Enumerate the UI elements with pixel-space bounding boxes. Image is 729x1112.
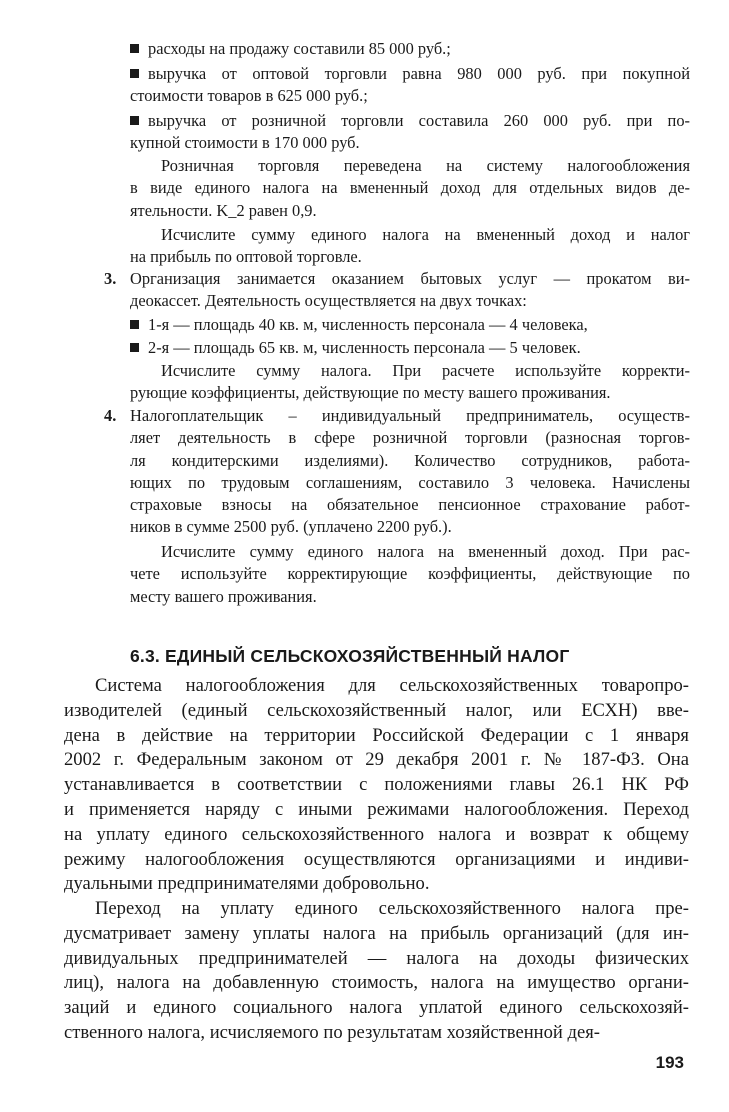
task-text [130, 405, 690, 539]
task-number: 3. [104, 269, 117, 288]
paragraph [130, 155, 690, 222]
text-line: дивидуальных предпринимателей — налога на доходы физических [64, 947, 689, 969]
bullet-text: купной стоимости в 170 000 руб. [130, 133, 360, 153]
text-line: дуальными предпринимателями добровольно. [64, 873, 430, 895]
square-bullet-icon [130, 69, 139, 78]
text-line: ющих по трудовым соглашениям, составило 3 человека. Начислены [130, 472, 690, 492]
text-line: лиц), налога на добавленную стоимость, налога на имущество органи- [64, 972, 689, 994]
text-line: режиму налогообложения осуществляются организациями и индиви- [64, 848, 689, 870]
bullet-text: расходы на продажу составили 85 000 руб.; [148, 39, 451, 58]
text-line: Исчислите сумму налога. При расчете используйте корректи- [161, 361, 690, 380]
section-heading: 6.3. ЕДИНЫЙ СЕЛЬСКОХОЗЯЙСТВЕННЫЙ НАЛОГ [130, 646, 570, 666]
text-line: изводителей (единый сельскохозяйственный налог, или ЕСХН) вве- [64, 699, 689, 721]
text-line: устанавливается в соответствии с положениями главы 26.1 НК РФ [64, 774, 689, 796]
text-line: в виде единого налога на вмененный доход для отдельных видов де- [130, 178, 690, 198]
task-number: 4. [104, 406, 117, 425]
bullet-text: 1-я — площадь 40 кв. м, численность персонала — 4 человека, [148, 315, 588, 334]
text-line: Организация занимается оказанием бытовых услуг — прокатом ви- [130, 269, 690, 288]
text-line: ляет деятельность в сфере розничной торговли (разносная торгов- [130, 428, 690, 448]
bullet-text: выручка от оптовой торговли равна 980 000 руб. при покупной [148, 64, 690, 83]
text-line: на уплату единого сельскохозяйственного налога и возврат к общему [64, 823, 689, 845]
paragraph [130, 541, 690, 608]
text-line: ственного налога, исчисляемого по результатам хозяйственной дея- [64, 1021, 600, 1043]
text-line: 2002 г. Федеральным законом от 29 декабря 2001 г. № 187-ФЗ. Она [64, 749, 689, 771]
text-line: ников в сумме 2500 руб. (уплачено 2200 руб.). [130, 517, 452, 537]
square-bullet-icon [130, 116, 139, 125]
text-line: на прибыль по оптовой торговле. [130, 247, 362, 267]
list-item [130, 314, 690, 336]
bullet-text: выручка от розничной торговли составила 260 000 руб. при по- [148, 111, 690, 130]
text-line: дена в действие на территории Российской Федерации с 1 января [64, 724, 689, 746]
text-line: ятельности. K_2 равен 0,9. [130, 200, 317, 220]
text-line: Система налогообложения для сельскохозяйственных товаропро- [95, 675, 689, 696]
text-line: месту вашего проживания. [130, 586, 317, 606]
bullet-text: стоимости товаров в 625 000 руб.; [130, 86, 368, 106]
text-line: Розничная торговля переведена на систему налогообложения [161, 156, 690, 175]
text-line: деокассет. Деятельность осуществляется на двух точках: [130, 291, 527, 311]
section-paragraph-1 [64, 674, 689, 897]
text-line: дусматривает замену уплаты налога на прибыль организаций (для ин- [64, 922, 689, 944]
paragraph [130, 224, 690, 269]
bullet-text: 2-я — площадь 65 кв. м, численность персонала — 5 человек. [148, 338, 581, 357]
text-line: Переход на уплату единого сельскохозяйственного налога пре- [95, 898, 689, 919]
text-line: рующие коэффициенты, действующие по месту вашего проживания. [130, 383, 611, 403]
text-line: чете используйте корректирующие коэффициенты, действующие по [130, 564, 690, 584]
text-line: ля кондитерскими изделиями). Количество сотрудников, работа- [130, 450, 690, 470]
task-text [130, 268, 690, 313]
list-item [130, 337, 690, 359]
text-line: Налогоплательщик – индивидуальный предприниматель, осуществ- [130, 406, 690, 425]
square-bullet-icon [130, 343, 139, 352]
list-item [130, 38, 690, 60]
paragraph [130, 360, 690, 405]
section-paragraph-2 [64, 897, 689, 1046]
text-line: заций и единого социального налога уплатой единого сельскохозяй- [64, 997, 689, 1019]
text-line: Исчислите сумму единого налога на вмененный доход. При рас- [161, 542, 690, 561]
list-item [130, 63, 690, 108]
text-line: и применяется наряду с иными режимами налогообложения. Переход [64, 798, 689, 820]
square-bullet-icon [130, 320, 139, 329]
text-line: страховые взносы на обязательное пенсионное страхование работ- [130, 495, 690, 515]
list-item [130, 110, 690, 155]
square-bullet-icon [130, 44, 139, 53]
page-number: 193 [655, 1053, 684, 1072]
text-line: Исчислите сумму единого налога на вмененный доход и налог [161, 225, 690, 244]
